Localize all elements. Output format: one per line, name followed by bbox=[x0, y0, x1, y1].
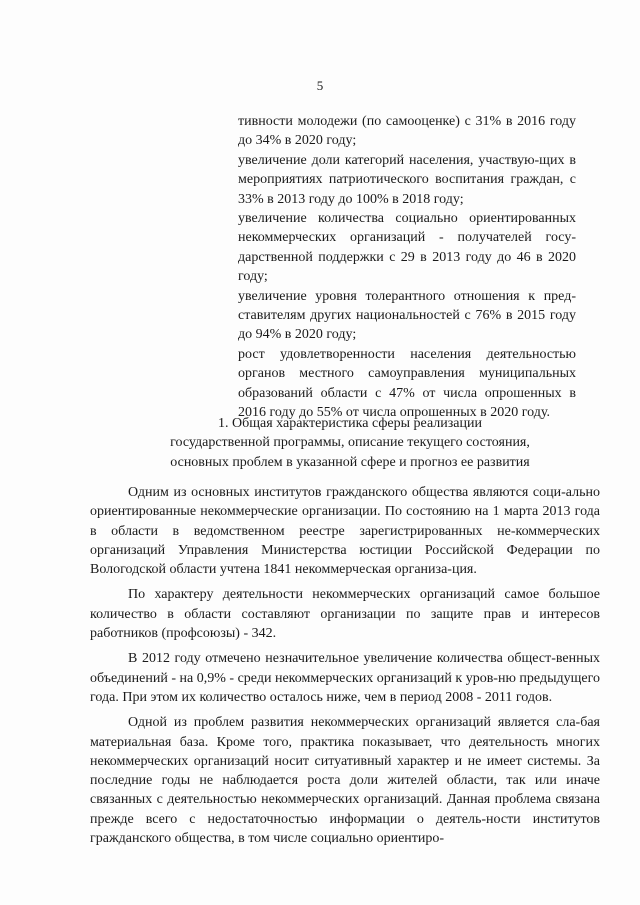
goals-list bbox=[238, 112, 576, 423]
section-heading-line: государственной программы, описание текущего состояния, bbox=[170, 435, 530, 451]
goal-item: увеличение доли категорий населения, участвую-щих в мероприятиях патриотического воспитания граждан, с 33% в 2013 году до 100% в 2018 году; bbox=[238, 152, 576, 207]
goal-item: увеличение уровня толерантного отношения к пред-ставителям других национальностей с 76% в 2015 году до 94% в 2020 году; bbox=[238, 288, 576, 343]
body-paragraph: В 2012 году отмечено незначительное увеличение количества общест-венных объединений - на 0,9% - среди некоммерческих организаций к уров-ню предыдущего года. При этом их количество осталось ниже, чем в период 2008 - 2011 годов. bbox=[90, 651, 600, 705]
section-heading bbox=[120, 414, 580, 472]
goal-item: увеличение количества социально ориентированных некоммерческих организаций - получателей госу-дарственной поддержки с 29 в 2013 году до 46 в 2020 году; bbox=[238, 211, 576, 285]
section-heading-line: 1. Общая характеристика сферы реализации bbox=[218, 416, 482, 431]
section-heading-line: основных проблем в указанной сфере и прогноз ее развития bbox=[170, 454, 530, 470]
body-paragraph: Одним из основных институтов гражданского общества являются соци-ально ориентированные некоммерческие организации. По состоянию на 1 марта 2013 года в области в ведомственном реестре зарегистрированных не-коммерческих организаций Управления Министерства юстиции Российской Федерации по Вологодской области учтена 1841 некоммерческая организа-ция. bbox=[90, 485, 600, 578]
body-paragraph: Одной из проблем развития некоммерческих организаций является сла-бая материальная база. Кроме того, практика показывает, что деятельность многих некоммерческих организаций носит ситуативный характер и не имеет системы. За последние годы не наблюдается роста доли жителей области, так или иначе связанных с деятельностью некоммерческих организаций. Данная проблема связана прежде всего с недостаточностью информации о деятель-ности институтов гражданского общества, в том числе социально ориентиро- bbox=[90, 715, 600, 847]
goal-item: тивности молодежи (по самооценке) с 31% в 2016 году до 34% в 2020 году; bbox=[238, 114, 576, 149]
goal-item: рост удовлетворенности населения деятельностью органов местного самоуправления муниципальных образований области с 47% от числа опрошенных в 2016 году до 55% от числа опрошенных в 2020 году. bbox=[238, 346, 576, 421]
page-number: 5 bbox=[316, 78, 324, 93]
body-paragraph: По характеру деятельности некоммерческих организаций самое большое количество в области составляют организации по защите прав и интересов работников (профсоюзы) - 342. bbox=[90, 587, 600, 642]
body-text bbox=[90, 483, 600, 848]
